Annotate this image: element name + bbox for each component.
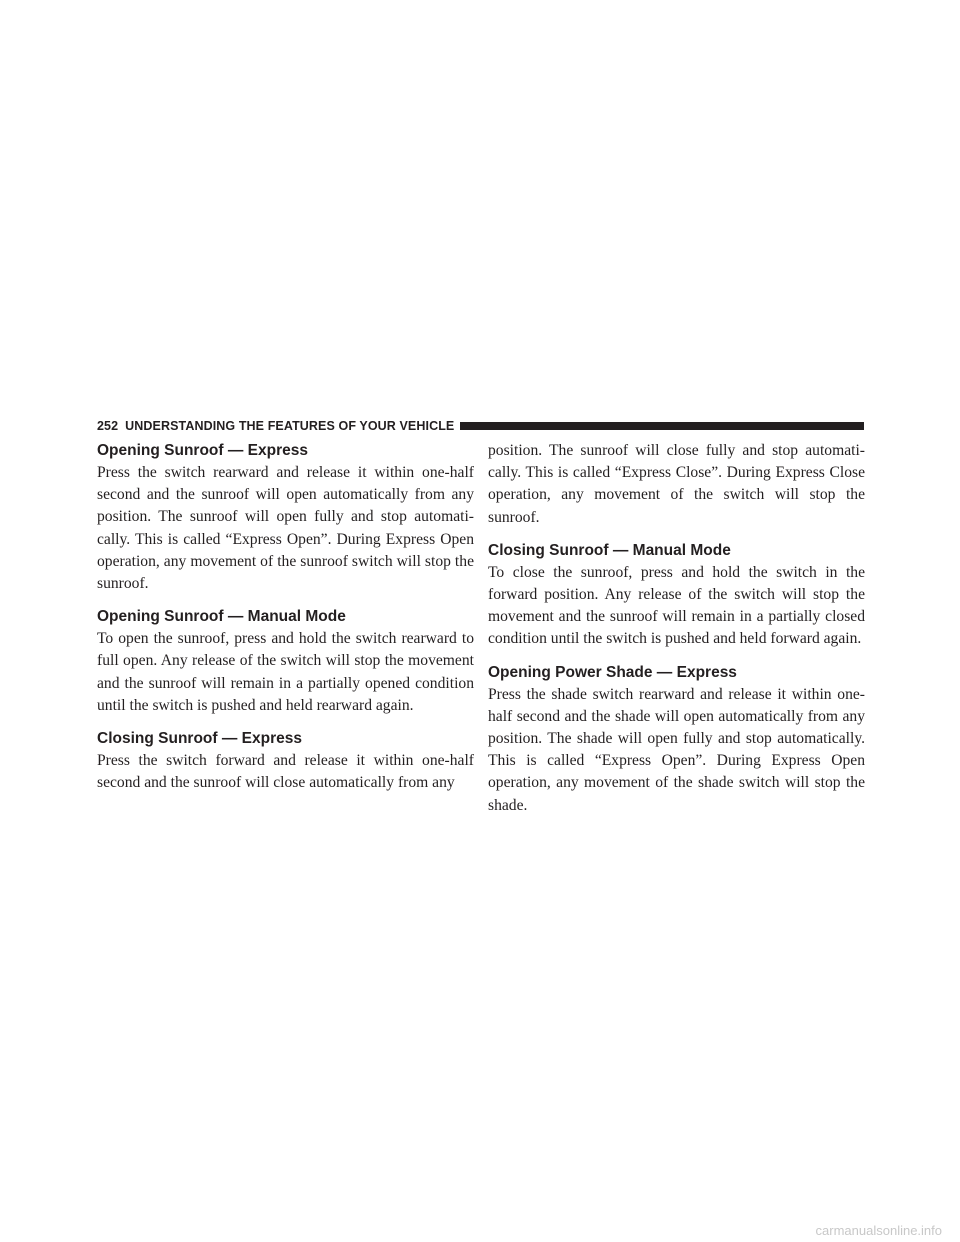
page-number: 252 bbox=[97, 419, 119, 433]
heading-opening-power-shade-express: Opening Power Shade — Express bbox=[488, 663, 737, 681]
heading-closing-sunroof-manual: Closing Sunroof — Manual Mode bbox=[488, 541, 731, 559]
paragraph-opening-sunroof-express: Press the switch rearward and release it within one-half second and the sunroof will open automatically from any position. The sunroof will open fully and stop automati-cally. This is called “Express Open”. During Express Open operation, any movement of the sunroof switch will stop the sunroof. bbox=[97, 464, 474, 593]
paragraph-opening-sunroof-manual: To open the sunroof, press and hold the switch rearward to full open. Any release of the switch will stop the movement and the sunroof will remain in a partially opened condition until the switch is pushed and held rearward again. bbox=[97, 630, 474, 714]
heading-closing-sunroof-express: Closing Sunroof — Express bbox=[97, 730, 302, 748]
watermark: carmanualsonline.info bbox=[815, 1223, 942, 1238]
left-column bbox=[97, 440, 474, 805]
paragraph-closing-sunroof-express: Press the switch forward and release it within one-half second and the sunroof will close automatically from any bbox=[97, 752, 474, 792]
right-column bbox=[488, 440, 865, 828]
paragraph-closing-sunroof-manual: To close the sunroof, press and hold the switch in the forward position. Any release of the switch will stop the movement and the sunroof will remain in a partially closed condition until the switch is pushed and held forward again. bbox=[488, 563, 865, 648]
page-header bbox=[97, 418, 864, 434]
header-rule bbox=[460, 422, 864, 430]
paragraph-opening-power-shade-express: Press the shade switch rearward and release it within one-half second and the shade will open automatically from any position. The shade will open fully and stop automatically. This is called “Express Open”. During Express Open operation, any movement of the shade switch will stop the shade. bbox=[488, 685, 865, 814]
paragraph-closing-sunroof-express-continued: position. The sunroof will close fully and stop automati-cally. This is called “Express Close”. During Express Close operation, any movement of the switch will stop the sunroof. bbox=[488, 442, 865, 526]
heading-opening-sunroof-express: Opening Sunroof — Express bbox=[97, 442, 308, 459]
heading-opening-sunroof-manual: Opening Sunroof — Manual Mode bbox=[97, 608, 346, 626]
section-title: UNDERSTANDING THE FEATURES OF YOUR VEHICLE bbox=[125, 419, 455, 433]
